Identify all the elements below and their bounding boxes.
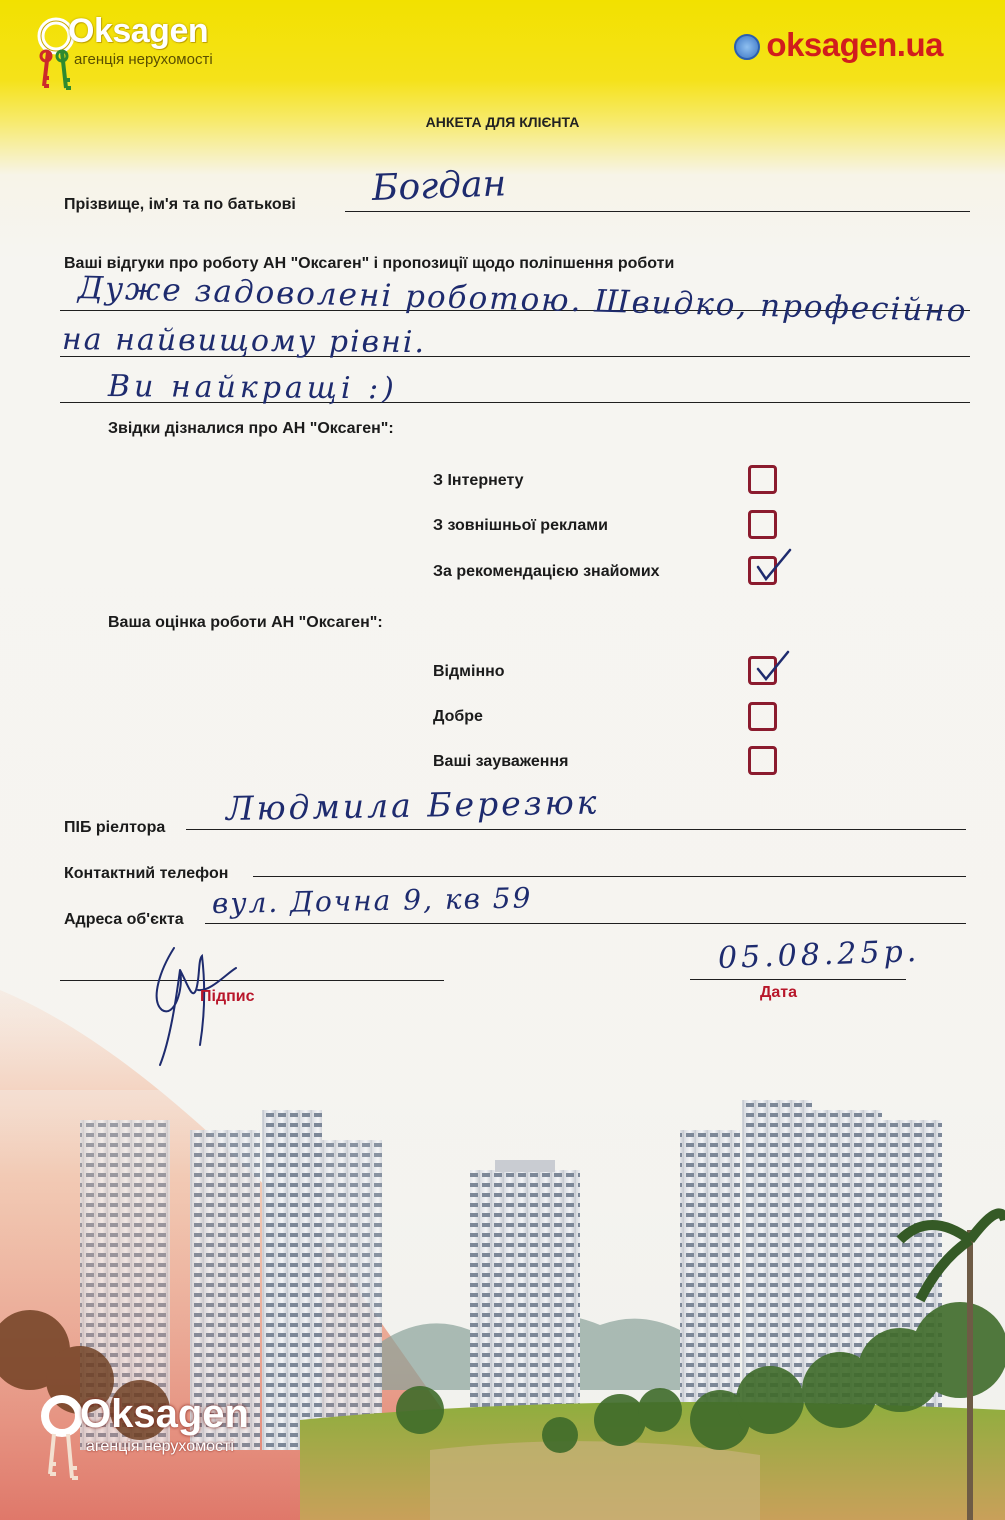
brand-name: Oksagen bbox=[68, 12, 209, 50]
date-label: Дата bbox=[760, 984, 798, 1001]
rating-option-excellent-checkbox[interactable] bbox=[748, 656, 777, 685]
signature-label: Підпис bbox=[200, 988, 255, 1005]
footer-brand-logo bbox=[38, 1388, 278, 1498]
address-value[interactable]: вул. Дочна 9, кв 59 bbox=[211, 881, 533, 920]
source-option-ads-checkbox[interactable] bbox=[748, 510, 777, 539]
full-name-label: Прізвище, ім'я та по батькові bbox=[64, 196, 296, 213]
source-option-referral-checkbox[interactable] bbox=[748, 556, 777, 585]
footer-brand-name: Oksagen bbox=[80, 1392, 249, 1436]
feedback-label: Ваші відгуки про роботу АН "Оксаген" і пропозиції щодо поліпшення роботи bbox=[64, 255, 675, 272]
phone-label: Контактний телефон bbox=[64, 865, 229, 882]
source-option-referral-label: За рекомендацією знайомих bbox=[433, 563, 660, 580]
rating-option-remarks-label: Ваші зауваження bbox=[433, 753, 569, 770]
website-link[interactable] bbox=[766, 26, 943, 64]
source-option-internet-label: З Інтернету bbox=[433, 472, 524, 489]
source-option-ads-label: З зовнішньої реклами bbox=[433, 517, 608, 534]
brand-logo bbox=[34, 8, 254, 98]
checkmark-icon bbox=[755, 547, 793, 587]
rating-option-good-label: Добре bbox=[433, 708, 483, 725]
form-title: АНКЕТА ДЛЯ КЛІЄНТА bbox=[425, 114, 580, 130]
footer-brand-tagline: агенція нерухомості bbox=[86, 1438, 234, 1455]
phone-line bbox=[253, 876, 966, 877]
rating-option-excellent-label: Відмінно bbox=[433, 663, 505, 680]
full-name-value[interactable]: Богдан bbox=[371, 163, 507, 209]
realtor-name-line bbox=[186, 829, 966, 830]
full-name-line bbox=[345, 211, 970, 212]
brand-tagline: агенція нерухомості bbox=[74, 51, 213, 68]
source-option-internet-checkbox[interactable] bbox=[748, 465, 777, 494]
rating-option-good-checkbox[interactable] bbox=[748, 702, 777, 731]
rating-option-remarks-checkbox[interactable] bbox=[748, 746, 777, 775]
date-line bbox=[690, 979, 906, 980]
checkmark-icon bbox=[755, 647, 793, 687]
date-value[interactable]: 05.08.25р. bbox=[717, 933, 921, 976]
feedback-text-line-1[interactable]: Дуже задоволені роботою. Швидко, професійно bbox=[77, 270, 968, 330]
realtor-name-label: ПІБ ріелтора bbox=[64, 819, 166, 836]
feedback-text-line-2[interactable]: на найвищому рівні. bbox=[61, 322, 427, 361]
address-label: Адреса об'єкта bbox=[64, 911, 184, 928]
address-line bbox=[205, 923, 966, 924]
signature-line bbox=[60, 980, 444, 981]
feedback-text-line-3[interactable]: Ви найкращі :) bbox=[107, 369, 399, 407]
source-question-label: Звідки дізналися про АН "Оксаген": bbox=[108, 420, 394, 437]
website-text: oksagen.ua bbox=[766, 26, 943, 63]
realtor-name-value[interactable]: Людмила Березюк bbox=[225, 782, 600, 828]
rating-question-label: Ваша оцінка роботи АН "Оксаген": bbox=[108, 614, 383, 631]
